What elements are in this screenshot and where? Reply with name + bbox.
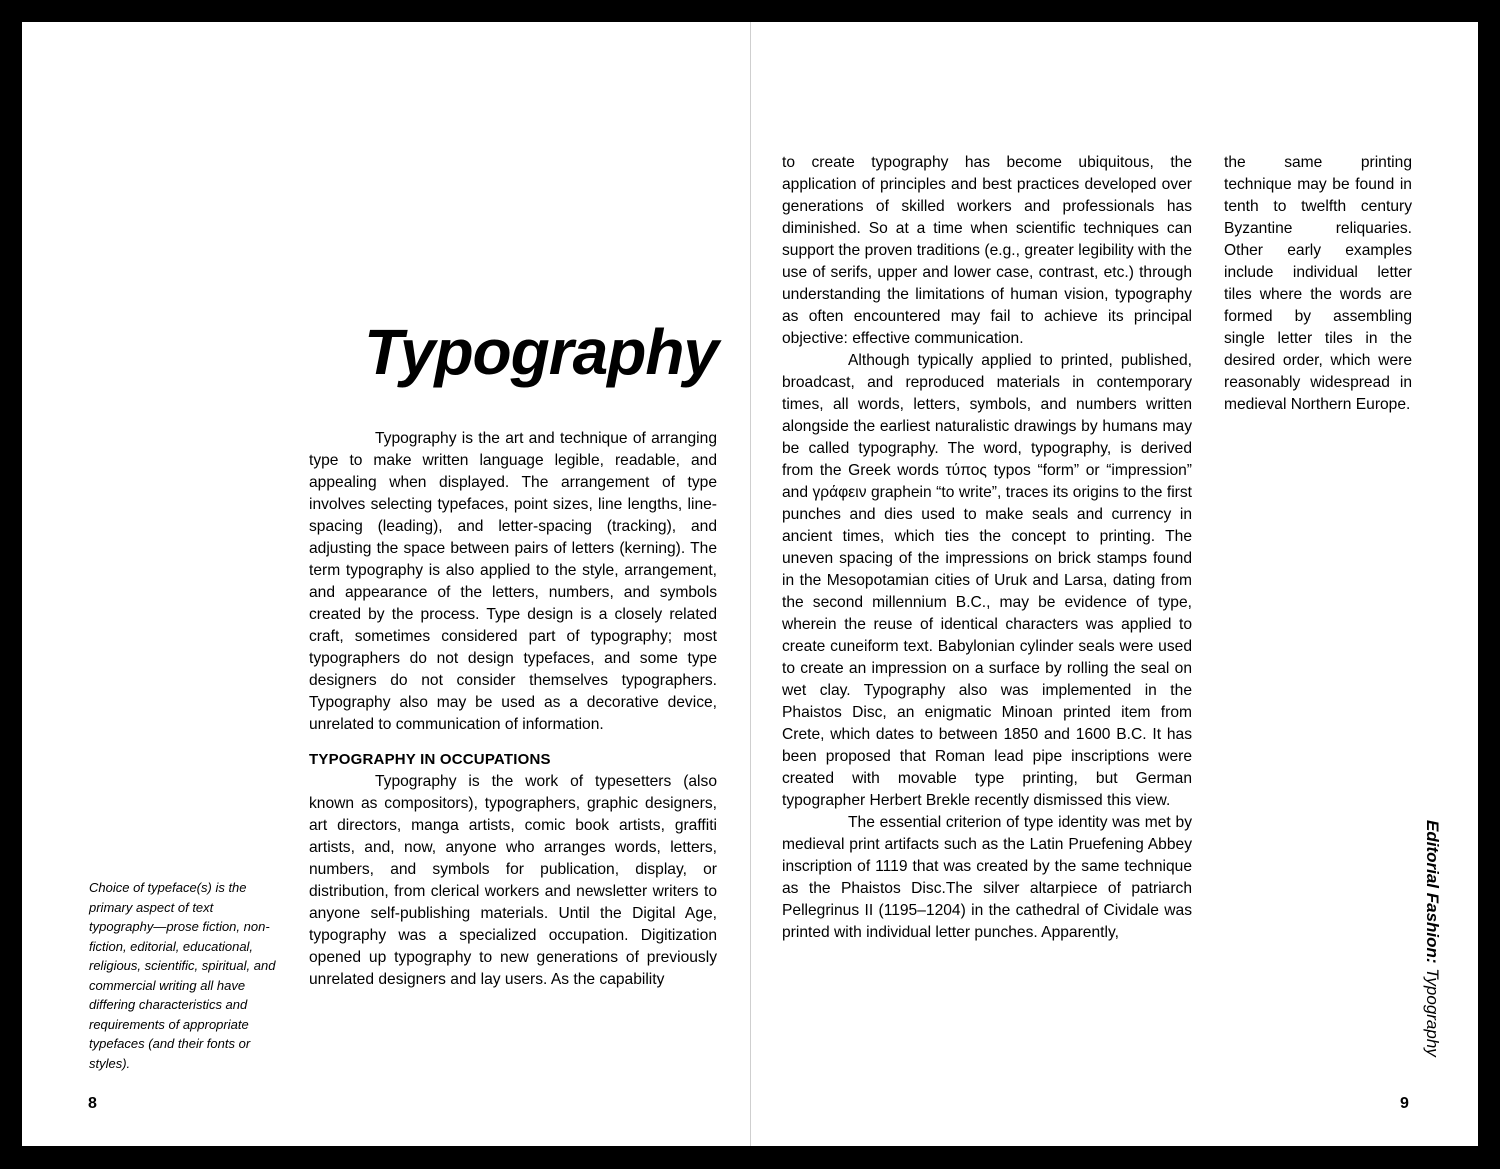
- sidebar-caption: Choice of typeface(s) is the primary aspect of text typography—prose fiction, non-fiction, editorial, educational, religious, scientific, spiritual, and commercial writing all have differing characteristics and requirements of appropriate typefaces (and their fonts or styles).: [89, 880, 276, 1071]
- occupations-paragraph: Typography is the work of typesetters (also known as compositors), typographers, graphic designers, art directors, manga artists, comic book artists, graffiti artists, and, now, anyone who arranges words, letters, numbers, and symbols for publication, display, or distribution, from clerical workers and newsletter writers to anyone self-publishing materials. Until the Digital Age, typography was a specialized occupation. Digitization opened up typography to new generations of previously unrelated designers and lay users. As the capability: [309, 773, 717, 988]
- book-spread: [22, 22, 1478, 1146]
- continuation-paragraph: to create typography has become ubiquitous, the application of principles and best practices developed over generations of skilled workers and professionals has diminished. So at a time when scientific techniques can support the proven traditions (e.g., greater legibility with the use of serifs, upper and lower case, contrast, etc.) through understanding the limitations of human vision, typography as often encountered may fail to achieve its principal objective: effective communication.: [782, 154, 1192, 347]
- right-body-column-1: [782, 152, 1192, 944]
- page-number-right: 9: [1400, 1095, 1409, 1112]
- section-subhead: TYPOGRAPHY IN OCCUPATIONS: [309, 751, 551, 768]
- right-body-column-2: [1224, 152, 1412, 416]
- intro-paragraph: Typography is the art and technique of arranging type to make written language legible, readable, and appealing when displayed. The arrangement of type involves selecting typefaces, point sizes, line lengths, line-spacing (leading), and letter-spacing (tracking), and adjusting the space between pairs of letters (kerning). The term typography is also applied to the style, arrangement, and appearance of the letters, numbers, and symbols created by the process. Type design is a closely related craft, sometimes considered part of typography; most typographers do not design typefaces, and some type designers do not consider themselves typographers. Typography also may be used as a decorative device, unrelated to communication of information.: [309, 430, 717, 733]
- left-body-column: [309, 428, 717, 991]
- column-2-paragraph: the same printing technique may be found in tenth to twelfth century Byzantine reliquaries. Other early examples include individual letter tiles where the words are formed by assembling single letter tiles in the desired order, which were reasonably widespread in medieval Northern Europe.: [1224, 154, 1412, 413]
- running-head-topic: Typography: [1423, 963, 1442, 1057]
- history-paragraph: Although typically applied to printed, published, broadcast, and reproduced materials in contemporary times, all words, letters, symbols, and numbers written alongside the earliest naturalistic drawings by humans may be called typography. The word, typography, is derived from the Greek words τύπος typos “form” or “impression” and γράφειν graphein “to write”, traces its origins to the first punches and dies used to make seals and currency in ancient times, which ties the concept to printing. The uneven spacing of the impressions on brick stamps found in the Mesopotamian cities of Uruk and Larsa, dating from the second millennium B.C., may be evidence of type, wherein the reuse of identical characters was applied to create cuneiform text. Babylonian cylinder seals were used to create an impression on a surface by rolling the seal on wet clay. Typography also was implemented in the Phaistos Disc, an enigmatic Minoan printed item from Crete, which dates to between 1850 and 1600 B.C. It has been proposed that Roman lead pipe inscriptions were created with movable type printing, but German typographer Herbert Brekle recently dismissed this view.: [782, 352, 1192, 809]
- page-title: Typography: [364, 316, 718, 388]
- running-head: [1422, 820, 1442, 1057]
- running-head-section: Editorial Fashion:: [1423, 820, 1442, 964]
- gutter-divider: [750, 22, 751, 1146]
- page-number-left: 8: [88, 1095, 97, 1112]
- criterion-paragraph: The essential criterion of type identity was met by medieval print artifacts such as the Latin Pruefening Abbey inscription of 1119 that was created by the same technique as the Phaistos Disc.The silver altarpiece of patriarch Pellegrinus II (1195–1204) in the cathedral of Cividale was printed with individual letter punches. Apparently,: [782, 814, 1192, 941]
